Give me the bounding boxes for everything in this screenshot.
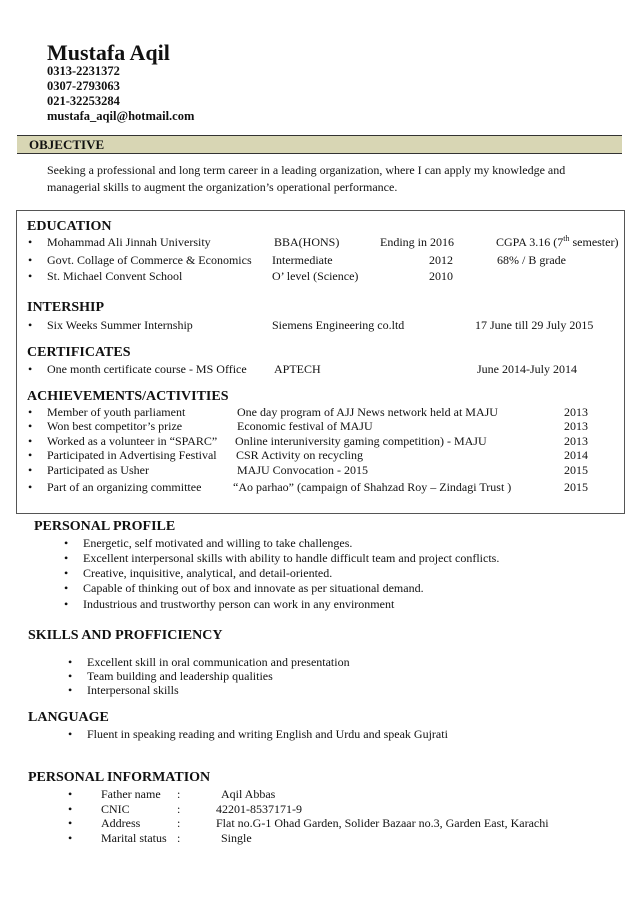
info-label: Marital status	[101, 831, 167, 845]
objective-heading: OBJECTIVE	[29, 137, 105, 152]
achievement-year: 2015	[564, 480, 588, 494]
bullet: •	[28, 448, 33, 462]
achievement-year: 2015	[564, 463, 588, 477]
bullet: •	[28, 480, 33, 494]
certificates-heading: CERTIFICATES	[27, 345, 131, 360]
internship-company: Siemens Engineering co.ltd	[272, 318, 405, 332]
info-colon: :	[177, 816, 181, 830]
profile-item: Capable of thinking out of box and innovate as per situational demand.	[83, 581, 424, 595]
achievements-heading: ACHIEVEMENTS/ACTIVITIES	[27, 389, 229, 404]
bullet: •	[64, 581, 69, 595]
skills-heading: SKILLS AND PROFFICIENCY	[28, 628, 223, 643]
achievement-event: One day program of AJJ News network held at MAJU	[237, 405, 498, 419]
profile-item: Creative, inquisitive, analytical, and detail-oriented.	[83, 566, 333, 580]
achievement-event: CSR Activity on recycling	[236, 448, 363, 462]
achievement-role: Worked as a volunteer in “SPARC”	[47, 434, 218, 448]
bullet: •	[64, 566, 69, 580]
bullet: •	[68, 816, 73, 830]
profile-item: Excellent interpersonal skills with ability to handle difficult team and project conflicts.	[83, 551, 500, 565]
objective-line-1: Seeking a professional and long term career in a leading organization, where I can apply my knowledge and	[47, 163, 566, 177]
achievement-role: Participated as Usher	[47, 463, 149, 477]
phone-1: 0313-2231372	[47, 64, 120, 78]
bullet: •	[68, 787, 73, 801]
achievement-role: Participated in Advertising Festival	[47, 448, 217, 462]
achievement-event: Online interuniversity gaming competition) - MAJU	[235, 434, 487, 448]
bullet: •	[68, 655, 73, 669]
achievement-year: 2014	[564, 448, 588, 462]
skill-item: Team building and leadership qualities	[87, 669, 273, 683]
achievement-year: 2013	[564, 419, 588, 433]
bullet: •	[28, 318, 33, 332]
info-value: 42201-8537171-9	[216, 802, 302, 816]
education-year: Ending in 2016	[380, 235, 454, 249]
certificate-item: One month certificate course - MS Office	[47, 362, 247, 376]
education-institute: Mohammad Ali Jinnah University	[47, 235, 211, 249]
achievement-event: MAJU Convocation - 2015	[237, 463, 368, 477]
achievement-event: Economic festival of MAJU	[237, 419, 373, 433]
phone-3: 021-32253284	[47, 94, 120, 108]
objective-line-2: managerial skills to augment the organization’s operational performance.	[47, 180, 398, 194]
bullet: •	[68, 683, 73, 697]
candidate-name: Mustafa Aqil	[47, 40, 170, 65]
education-institute: Govt. Collage of Commerce & Economics	[47, 253, 252, 267]
grade-text-end: semester)	[569, 235, 619, 249]
info-label: Address	[101, 816, 141, 830]
info-value: Single	[221, 831, 252, 845]
bullet: •	[68, 669, 73, 683]
achievement-role: Part of an organizing committee	[47, 480, 202, 494]
bullet: •	[28, 419, 33, 433]
achievement-event: “Ao parhao” (campaign of Shahzad Roy – Zindagi Trust )	[233, 480, 512, 494]
info-value: Flat no.G-1 Ohad Garden, Solider Bazaar no.3, Garden East, Karachi	[216, 816, 549, 830]
bullet: •	[28, 362, 33, 376]
profile-heading: PERSONAL PROFILE	[34, 519, 176, 534]
objective-header-bar	[17, 135, 622, 154]
info-colon: :	[177, 831, 181, 845]
info-colon: :	[177, 802, 181, 816]
education-year: 2012	[429, 253, 453, 267]
bullet: •	[64, 536, 69, 550]
bullet: •	[64, 597, 69, 611]
grade-text: CGPA 3.16 (7	[496, 235, 564, 249]
bullet: •	[28, 269, 33, 283]
achievement-year: 2013	[564, 405, 588, 419]
education-institute: St. Michael Convent School	[47, 269, 183, 283]
achievement-year: 2013	[564, 434, 588, 448]
info-label: CNIC	[101, 802, 130, 816]
bullet: •	[28, 463, 33, 477]
achievement-role: Member of youth parliament	[47, 405, 186, 419]
education-heading: EDUCATION	[27, 219, 112, 234]
language-item: Fluent in speaking reading and writing English and Urdu and speak Gujrati	[87, 727, 448, 741]
bullet: •	[28, 434, 33, 448]
bullet: •	[68, 802, 73, 816]
bullet: •	[64, 551, 69, 565]
info-colon: :	[177, 787, 181, 801]
profile-item: Industrious and trustworthy person can work in any environment	[83, 597, 395, 611]
education-year: 2010	[429, 269, 453, 283]
education-grade: 68% / B grade	[497, 253, 566, 267]
personal-info-heading: PERSONAL INFORMATION	[28, 770, 211, 785]
certificate-dates: June 2014-July 2014	[477, 362, 577, 376]
grade-superscript: th	[563, 234, 570, 243]
certificate-org: APTECH	[274, 362, 321, 376]
education-degree: O’ level (Science)	[272, 269, 359, 283]
achievement-role: Won best competitor’s prize	[47, 419, 183, 433]
bullet: •	[28, 253, 33, 267]
internship-dates: 17 June till 29 July 2015	[475, 318, 594, 332]
profile-item: Energetic, self motivated and willing to take challenges.	[83, 536, 353, 550]
internship-item: Six Weeks Summer Internship	[47, 318, 193, 332]
bullet: •	[68, 831, 73, 845]
email-address: mustafa_aqil@hotmail.com	[47, 109, 195, 123]
internship-heading: INTERSHIP	[27, 300, 105, 315]
info-label: Father name	[101, 787, 161, 801]
language-heading: LANGUAGE	[28, 710, 109, 725]
info-value: Aqil Abbas	[221, 787, 276, 801]
skill-item: Excellent skill in oral communication and presentation	[87, 655, 350, 669]
bullet: •	[68, 727, 73, 741]
phone-2: 0307-2793063	[47, 79, 120, 93]
bullet: •	[28, 405, 33, 419]
education-degree: BBA(HONS)	[274, 235, 340, 249]
skill-item: Interpersonal skills	[87, 683, 179, 697]
education-degree: Intermediate	[272, 253, 333, 267]
education-grade	[496, 235, 618, 250]
bullet: •	[28, 235, 33, 249]
